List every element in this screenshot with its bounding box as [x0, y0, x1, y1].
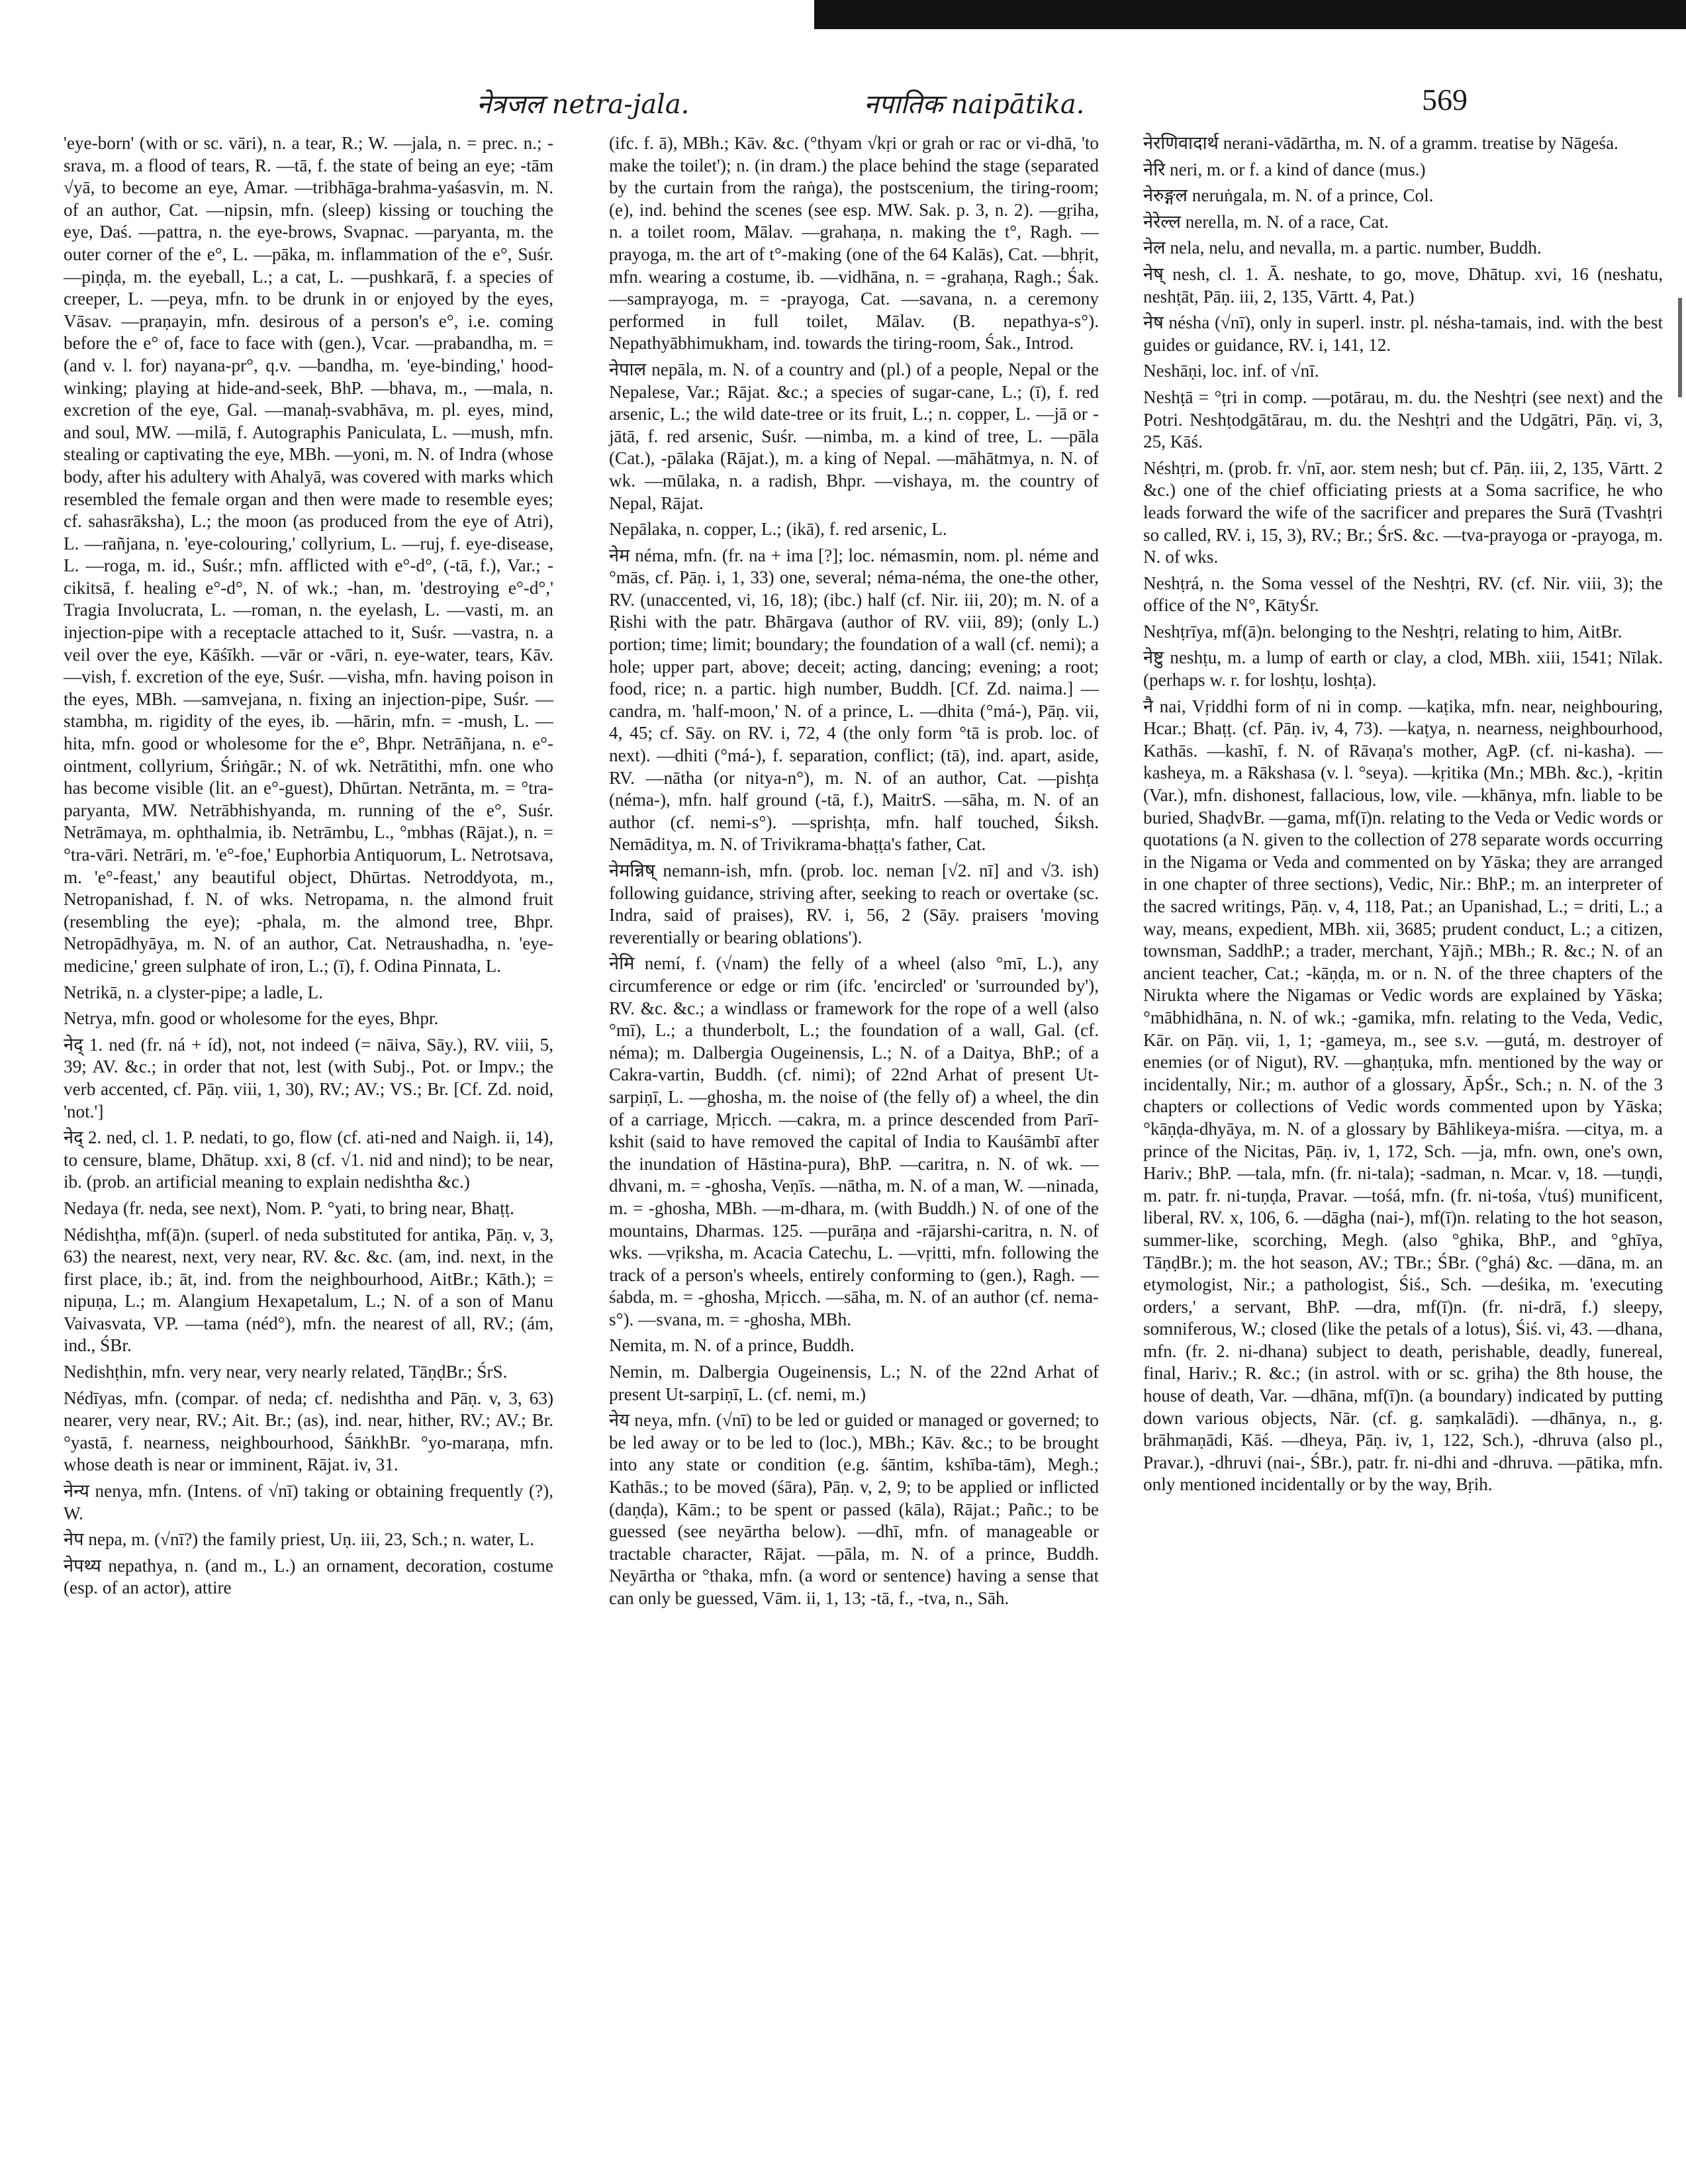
entry: नेमन्निष् nemann-ish, mfn. (prob. loc. neman [√2. nī] and √3. ish) following guidance, striving after, seeking to reach or overtake (sc. Indra, said of praises), RV. i, 56, 2 (Sāy. praisers 'moving reverentially or bearing oblations'). — [609, 861, 1099, 947]
entry: Nedishṭhin, mfn. very near, very nearly related, TāṇḍBr.; ŚrS. — [64, 1362, 508, 1382]
entry: नेरणिवादार्थ nerani-vādārtha, m. N. of a gramm. treatise by Nāgeśa. — [1143, 133, 1618, 153]
entry: नेष् nesh, cl. 1. Ā. neshate, to go, move, Dhātup. xvi, 16 (neshatu, neshṭāt, Pāṇ. iii, 2, 135, Vārtt. 4, Pat.) — [1143, 263, 1663, 307]
entry: Neshṭrá, n. the Soma vessel of the Neshṭri, RV. (cf. Nir. viii, 3); the office of the N°, KātyŚr. — [1143, 573, 1663, 616]
entry: Nemita, m. N. of a prince, Buddh. — [609, 1335, 855, 1356]
entry: Nedaya (fr. neda, see next), Nom. P. °yati, to bring near, Bhaṭṭ. — [64, 1198, 514, 1218]
scan-edge-mark — [1678, 298, 1682, 397]
entry: नै nai, Vṛiddhi form of ni in comp. —kaṭika, mfn. near, neighbouring, Hcar.; Bhaṭṭ. (cf. Pāṇ. iv, 4, 73). —kaṭya, n. nearness, neighbourhood, Kathās. —kashī, f. N. of Rāvaṇa's mother, AgP. (cf. ni-kasha). —kasheya, m. a Rākshasa (v. l. °seya). —kṛitika (Mn.; MBh. &c.), -kṛitin (Var.), mfn. dishonest, fallacious, low, vile. —khānya, mfn. liable to be buried, ShaḍvBr. —gama, mf(ī)n. relating to the Veda or Vedic words or quotations (a N. given to the collection of 278 separate words occurring in the Nigama or Veda and commented on by Yāska; they are arranged in one chapter of three sections), Vedic, Nir.: BhP.; m. an interpreter of the sacred writings, Pāṇ. v, 4, 118, Pat.; an Upanishad, L.; = driti, L.; a way, means, expedient, MBh. xii, 3685; prudent conduct, L.; a citizen, townsman, SaddhP.; a trader, merchant, Yājñ.; MBh.; R. &c.; N. of an ancient teacher, Cat.; -kāṇḍa, m. or n. N. of the three chapters of the Nirukta where the Nigamas or Vedic words are explained by Yāska; °mābhidhāna, n. N. of wk.; -gamika, mfn. relating to the Veda, Vedic, Kār. on Pāṇ. vii, 1, 1; -gameya, m., see s.v. —gutá, m. destroyer of enemies (or of Nigut), RV. —ghaṇṭuka, mfn. mentioned by the way or incidentally, Nir.; m. author of a glossary, ĀpŚr., Sch.; n. N. of the 3 chapters or collections of Vedic words commented upon by Yāska; °kāṇḍa-dhyāya, m. N. of a glossary by Bāhlikeya-miśra. —citya, m. a prince of the Nicitas, Pāṇ. iv, 1, 172, Sch. —ja, mfn. own, one's own, Hariv.; BhP. —tala, mfn. (fr. ni-tala); -sadman, n. Mcar. v, 18. —tuṇḍi, m. patr. fr. ni-tuṇḍa, Pravar. —tośá, mfn. (fr. ni-tośa, √tuś) munificent, liberal, RV. x, 106, 6. —dāgha (nai-), mf(ī)n. relating to the hot season, summer-like, scorching, Megh. (also °ghika, BhP., and °ghīya, TāṇḍBr.); m. the hot season, AV.; TBr.; ŚBr. (°ghá) &c. —dāna, m. an etymologist, Nir.; a pathologist, Śiś., Sch. —deśika, m. 'executing orders,' a servant, BhP. —dra, mf(ī)n. (fr. ni-drā, f.) sleepy, somniferous, W.; closed (like the petals of a lotus), Śiś. vi, 43. —dhana, mfn. (fr. 2. ni-dhana) subject to death, perishable, deadly, funereal, final, Hariv.; R. &c.; (in astrol. with or sc. gṛiha) the 8th house, the house of death, Var. —dhāna, mf(ī)n. (a boundary) indicated by putting down various objects, Nār. (cf. g. saṃkalādi). —dhānya, n., g. brāhmaṇādi, Kāś. —dheya, Pāṇ. iv, 1, 122, Sch.), -dhruva (also pl., Pravar.), -dhruvi (nai-, ŚBr.), patr. fr. ni-dhi and -dhruva. —pātika, mfn. only mentioned incidentally or by the way, Bṛih. — [1143, 696, 1663, 1495]
entry: Netrya, mfn. good or wholesome for the eyes, Bhpr. — [64, 1008, 439, 1029]
entry: Netrikā, n. a clyster-pipe; a ladle, L. — [64, 982, 324, 1002]
entry: नेद् 2. ned, cl. 1. P. nedati, to go, flow (cf. ati-ned and Naigh. ii, 14), to censure, blame, Dhātup. xxi, 8 (cf. √1. nid and nind); to be near, ib. (prob. an artificial meaning to explain nedishtha &c.) — [64, 1127, 553, 1192]
entry: नेद् 1. ned (fr. ná + íd), not, not indeed (= nāiva, Sāy.), RV. viii, 5, 39; AV. &c.; in order that not, lest (with Subj., Pot. or Impv.; the verb accented, cf. Pāṇ. viii, 1, 30), RV.; AV.; VS.; Br. [Cf. Zd. noid, 'not.'] — [64, 1034, 553, 1121]
entry: नेम néma, mfn. (fr. na + ima [?]; loc. némasmin, nom. pl. néme and °mās, cf. Pāṇ. i, 1, 33) one, several; néma-néma, the one-the other, RV. (unaccented, vi, 16, 18); (ibc.) half (cf. Nir. iii, 20); m. N. of a Ṛishi with the patr. Bhārgava (author of RV. viii, 89); (only L.) portion; time; limit; boundary; the foundation of a wall (cf. nemi); a hole; upper part, above; deceit; acting, dancing; evening; a root; food, rice; n. a partic. high number, Buddh. [Cf. Zd. naima.] —candra, m. 'half-moon,' N. of a prince, L. —dhita (°má-), Pāṇ. vii, 4, 45; cf. Sāy. on RV. i, 72, 4 (the only form °tā is prob. loc. of next). —dhiti (°má-), f. separation, conflict; (tā), ind. apart, aside, RV. —nātha (or nitya-n°), m. N. of an author, Cat. —pishṭa (néma-), mfn. half ground (-tā, f.), MaitrS. —sāha, m. N. of an author (cf. nemi-s°). —sprishṭa, mfn. half touched, Śiksh. Nemāditya, m. N. of Trivikrama-bhaṭṭa's father, Cat. — [609, 545, 1099, 855]
entry: नेपाल nepāla, m. N. of a country and (pl.) of a people, Nepal or the Nepalese, Var.; Rājat. &c.; a species of sugar-cane, L.; (ī), f. red arsenic, L.; the wild date-tree or its fruit, L.; n. copper, L. —jā or -jātā, f. red arsenic, Suśr. —nimba, m. a kind of tree, L. —pāla (Cat.), -pālaka (Rājat.), m. a king of Nepal. —māhātmya, n. N. of wk. —mūlaka, n. a radish, Bhpr. —vishaya, m. the country of Nepal, Rājat. — [609, 359, 1099, 513]
entry: Nédīyas, mfn. (compar. of neda; cf. nedishtha and Pāṇ. v, 3, 63) nearer, very near, RV.; Ait. Br.; (as), ind. near, hither, RV.; AV.; Br. °yastā, f. nearness, neighbourhood, ŚāṅkhBr. °yo-maraṇa, mfn. whose death is near or imminent, Rājat. iv, 31. — [64, 1388, 553, 1475]
entry: नेय neya, mfn. (√nī) to be led or guided or managed or governed; to be led away or to be led to (loc.), MBh.; Kāv. &c.; to be brought into any state or condition (e.g. śāntim, kshība-tām), Megh.; Kathās.; to be moved (śāra), Pāṇ. v, 2, 9; to be applied or inflicted (daṇḍa), Kām.; to be spent or passed (kāla), Rājat.; Pañc.; to be guessed (see neyārtha below). —dhī, mfn. of manageable or tractable character, Rājat. —pāla, m. N. of a prince, Buddh. Neyārtha or °thaka, mfn. (a word or sentence) having a sense that can only be guessed, Vām. ii, 1, 13; -tā, f., -tva, n., Sāh. — [609, 1410, 1099, 1608]
entry: नेप nepa, m. (√nī?) the family priest, Uṇ. iii, 23, Sch.; n. water, L. — [64, 1529, 535, 1550]
entry: नेष्टु neshṭu, m. a lump of earth or clay, a clod, MBh. xiii, 1541; Nīlak. (perhaps w. r. for loshṭu, loshṭa). — [1143, 647, 1663, 690]
entry: नेरि neri, m. or f. a kind of dance (mus.) — [1143, 159, 1426, 179]
column-3 — [1143, 132, 1663, 1500]
scan-top-bar — [814, 0, 1686, 29]
entry: (ifc. f. ā), MBh.; Kāv. &c. (°thyam √kṛi or grah or rac or vi-dhā, 'to make the toilet'); n. (in dram.) the place behind the stage (separated by the curtain from the raṅga), the postscenium, the tiring-room; (e), ind. behind the scenes (see esp. MW. Sak. p. 3, n. 2). —gṛiha, n. a toilet room, Mālav. —grahaṇa, n. making the t°, Ragh. —prayoga, m. the art of t°-making (one of the 64 Kalās), Cat. —bhṛit, mfn. wearing a costume, ib. —vidhāna, n. = -grahaṇa, Ragh.; Śak. —samprayoga, m. = -prayoga, Cat. —savana, n. a ceremony performed in full toilet, Mālav. (B. nepathya-s°). Nepathyābhimukham, ind. towards the tiring-room, Śak., Introd. — [609, 133, 1099, 354]
entry: 'eye-born' (with or sc. vāri), n. a tear, R.; W. —jala, n. = prec. n.; -srava, m. a flood of tears, R. —tā, f. the state of being an eye; -tām √yā, to become an eye, Amar. —tribhāga-brahma-yaśasvin, m. N. of an author, Cat. —nipsin, mfn. (sleep) kissing or touching the eye, Daś. —pattra, n. the eye-brows, Svapnac. —paryanta, m. the outer corner of the e°, L. —pāka, m. inflammation of the e°, Suśr. —piṇḍa, m. the eyeball, L.; a cat, L. —pushkarā, f. a species of creeper, L. —peya, mfn. to be drunk in or enjoyed by the eyes, Vāsav. —praṇayin, mfn. desirous of a person's e°, i.e. coming before the e° of, face to face with (gen.), Vcar. —prabandha, m. = (and v. l. for) nayana-pr°, q.v. —bandha, m. 'eye-binding,' hood-winking; playing at hide-and-seek, BhP. —bhava, m., —mala, n. excretion of the eye, Gal. —manaḥ-svabhāva, m. pl. eyes, mind, and soul, MW. —milā, f. Autographis Paniculata, L. —mush, mfn. stealing or captivating the eye, MBh. —yoni, m. N. of Indra (whose body, after his adultery with Ahalyā, was covered with marks which resembled the female organ and then were made to resemble eyes; cf. sahasrāksha), L.; the moon (as produced from the eye of Atri), L. —rañjana, n. 'eye-colouring,' collyrium, L. —ruj, f. eye-disease, L. —roga, m. id., Suśr.; mfn. afflicted with e°-d°, (-tā, f.), Var.; -cikitsā, f. healing e°-d°, N. of wk.; -han, m. 'destroying e°-d°,' Tragia Involucrata, L. —roman, n. the eyelash, L. —vasti, m. an injection-pipe with a receptacle attached to it, Suśr. —vastra, n. a veil over the eye, Kāśīkh. —vār or -vāri, n. eye-water, tears, Kāv. —vish, f. excretion of the eye, Suśr. —visha, mfn. having poison in the eyes, MBh. —samvejana, n. fixing an injection-pipe, Suśr. —stambha, m. rigidity of the eyes, ib. —hārin, mfn. = -mush, L. —hita, mfn. good or wholesome for the e°, Bhpr. Netrāñjana, n. e°-ointment, collyrium, Śriṅgār.; N. of wk. Netrātithi, mfn. one who has become visible (lit. an e°-guest), Dhūrtan. Netrānta, m. = °tra-paryanta, MW. Netrābhishyanda, m. running of the e°, Suśr. Netrāmaya, m. ophthalmia, ib. Netrāmbu, L., °mbhas (Rājat.), n. = °tra-vāri. Netrāri, m. 'e°-foe,' Euphorbia Antiquorum, L. Netrotsava, m. 'e°-feast,' any beautiful object, Dhūrtas. Netroddyota, m., Netropanishad, f. N. of wks. Netropama, n. the almond fruit (resembling the eye); -phala, m. the almond tree, Bhpr. Netropādhyāya, m. N. of an author, Cat. Netraushadha, n. 'eye-medicine,' green sulphate of iron, L.; (ī), f. Odina Pinnata, L. — [64, 133, 553, 976]
entry: नेरेल्ल nerella, m. N. of a race, Cat. — [1143, 211, 1389, 232]
entry: नेष nésha (√nī), only in superl. instr. pl. nésha-tamais, ind. with the best guides or guidance, RV. i, 141, 12. — [1143, 312, 1663, 355]
column-1 — [64, 132, 553, 1603]
entry: Nemin, m. Dalbergia Ougeinensis, L.; N. of the 22nd Arhat of present Ut-sarpiṇī, L. (cf. nemi, m.) — [609, 1362, 1099, 1404]
running-head-center: नपातिक naipātika. — [864, 89, 1085, 120]
page-number: 569 — [1422, 83, 1468, 117]
running-head-left: नेत्रजल netra-jala. — [477, 89, 690, 120]
entry: Neshṭrīya, mf(ā)n. belonging to the Neshṭri, relating to him, AitBr. — [1143, 621, 1622, 641]
entry: नेन्य nenya, mfn. (Intens. of √nī) taking or obtaining frequently (?), W. — [64, 1481, 553, 1523]
entry: Nepālaka, n. copper, L.; (ikā), f. red arsenic, L. — [609, 519, 947, 540]
column-2 — [609, 132, 1099, 1614]
entry: Neshṭā = °ṭri in comp. —potārau, m. du. the Neshṭri (see next) and the Potri. Neshṭodgātārau, m. du. the Neshṭri and the Udgātri, Pāṇ. vi, 3, 25, Kāś. — [1143, 387, 1663, 452]
entry: नेमि nemí, f. (√nam) the felly of a wheel (also °mī, L.), any circumference or edge or rim (ifc. 'encircled' or 'surrounded by'), RV. &c. &c.; a windlass or framework for the rope of a well (also °mī), L.; a thunderbolt, L.; the foundation of a wall, Gal. (cf. néma); m. Dalbergia Ougeinensis, L.; N. of a Daitya, BhP.; of a Cakra-vartin, Buddh. (cf. nimi); of 22nd Arhat of present Ut-sarpiṇī, L. —ghosha, m. the noise of (the felly of) a wheel, the din of a carriage, Mṛicch. —cakra, m. a prince descended from Parī-kshit (said to have removed the capital of India to Kauśāmbī after the inundation of Hāstina-pura), BhP. —caritra, n. N. of wk. —dhvani, m. = -ghosha, Veṇīs. —nātha, m. N. of a man, W. —ninada, m. = -ghosha, MBh. —m-dhara, m. (with Buddh.) N. of one of the mountains, Dharmas. 125. —purāṇa and -rājarshi-caritra, n. N. of wks. —vṛiksha, m. Acacia Catechu, L. —vṛitti, mfn. following the track of a person's wheels, entirely conforming to (gen.), Ragh. —śabda, m. = -ghosha, Mṛicch. —sāha, m. N. of an author (cf. nema-s°). —svana, m. = -ghosha, MBh. — [609, 953, 1099, 1329]
entry: नेरुङ्गल neruṅgala, m. N. of a prince, Col. — [1143, 185, 1434, 206]
entry: Nédishṭha, mf(ā)n. (superl. of neda substituted for antika, Pāṇ. v, 3, 63) the nearest, next, very near, RV. &c. &c. (am, ind. next, in the first place, ib.; āt, ind. from the neighbourhood, AitBr.; Kāth.); = nipuṇa, L.; m. Alangium Hexapetalum, L.; N. of a son of Manu Vaivasvata, VP. —tama (néd°), mfn. the nearest of all, RV.; (ám, ind., ŚBr. — [64, 1224, 553, 1356]
entry: Néshṭri, m. (prob. fr. √nī, aor. stem nesh; but cf. Pāṇ. iii, 2, 135, Vārtt. 2 &c.) one of the chief officiating priests at a Soma sacrifice, he who leads forward the wife of the sacrificer and prepares the Surā (Tvashṭri so called, RV. i, 15, 3), RV.; Br.; ŚrS. &c. —tva-prayoga or -prayoga, m. N. of wks. — [1143, 457, 1663, 567]
entry: नेपथ्य nepathya, n. (and m., L.) an ornament, decoration, costume (esp. of an actor), attire — [64, 1555, 553, 1598]
entry: नेल nela, nelu, and nevalla, m. a partic. number, Buddh. — [1143, 238, 1542, 258]
entry: Neshāṇi, loc. inf. of √nī. — [1143, 361, 1319, 381]
